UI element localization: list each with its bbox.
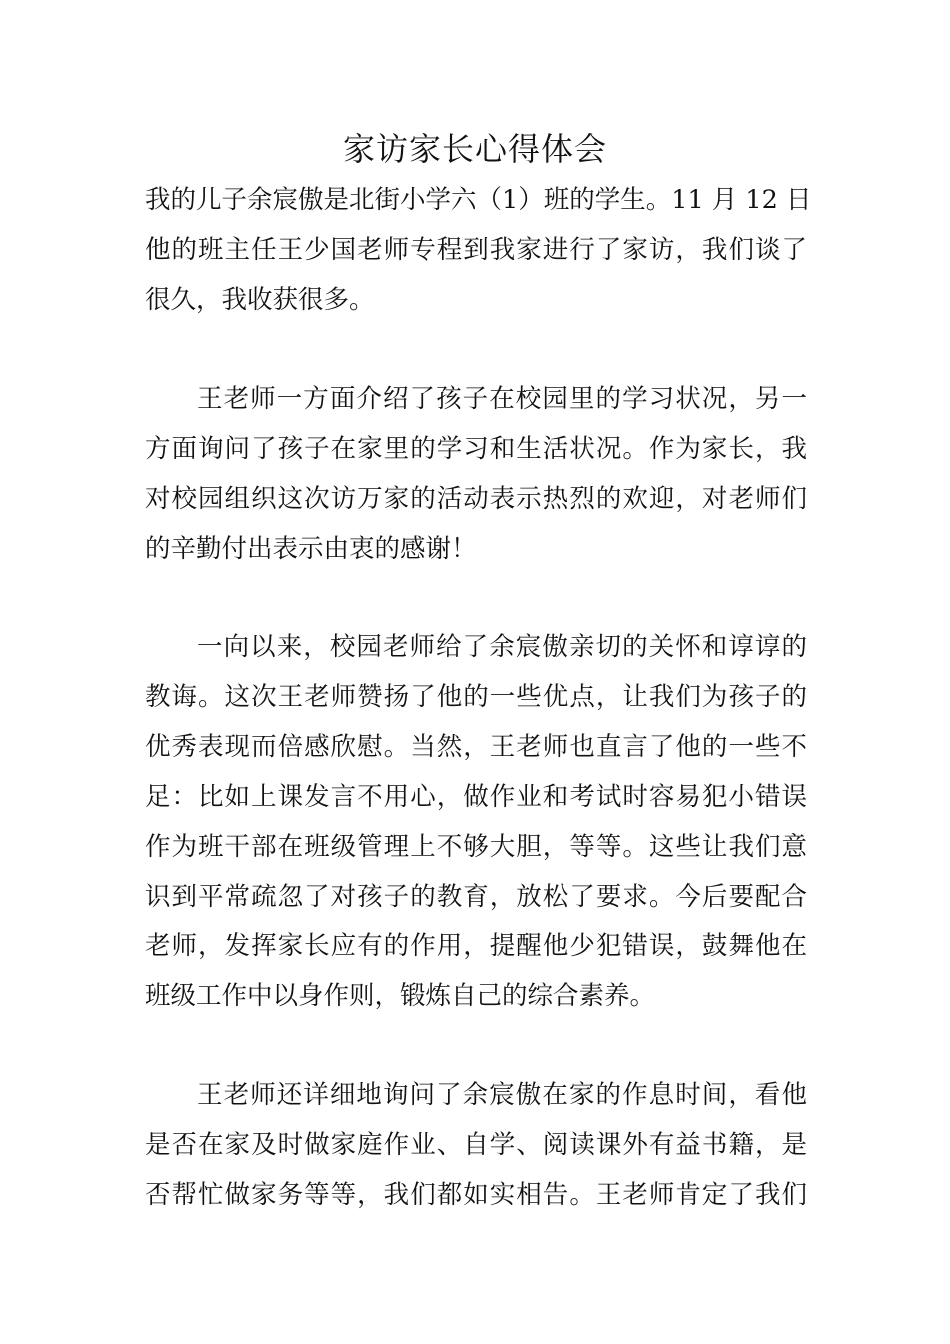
paragraph-line: 作为班干部在班级管理上不够大胆，等等。这些让我们意	[145, 832, 807, 862]
paragraph-line: 王老师还详细地询问了余宸傲在家的作息时间，看他	[197, 1080, 807, 1110]
paragraph-line: 我的儿子余宸傲是北街小学六（1）班的学生。11 月 12 日	[145, 185, 812, 215]
paragraph-line: 优秀表现而倍感欣慰。当然，王老师也直言了他的一些不	[145, 732, 807, 762]
paragraph-line: 否帮忙做家务等等，我们都如实相告。王老师肯定了我们	[145, 1180, 807, 1210]
paragraph-line: 识到平常疏忽了对孩子的教育，放松了要求。今后要配合	[145, 882, 807, 912]
paragraph-line: 班级工作中以身作则，锻炼自己的综合素养。	[145, 981, 656, 1011]
paragraph-line: 一向以来，校园老师给了余宸傲亲切的关怀和谆谆的	[197, 632, 807, 662]
paragraph-line: 王老师一方面介绍了孩子在校园里的学习状况，另一	[197, 384, 807, 414]
paragraph-line: 是否在家及时做家庭作业、自学、阅读课外有益书籍，是	[145, 1130, 807, 1160]
paragraph-line: 老师，发挥家长应有的作用，提醒他少犯错误，鼓舞他在	[145, 931, 807, 961]
paragraph-line: 足：比如上课发言不用心，做作业和考试时容易犯小错误	[145, 782, 807, 812]
paragraph-line: 教诲。这次王老师赞扬了他的一些优点，让我们为孩子的	[145, 682, 807, 712]
paragraph-line: 很久，我收获很多。	[145, 285, 375, 315]
document-title: 家访家长心得体会	[342, 130, 607, 168]
paragraph-line: 对校园组织这次访万家的活动表示热烈的欢迎，对老师们	[145, 484, 807, 514]
paragraph-line: 他的班主任王少国老师专程到我家进行了家访，我们谈了	[145, 235, 807, 265]
paragraph-line: 的辛勤付出表示由衷的感谢！	[145, 534, 477, 564]
paragraph-line: 方面询问了孩子在家里的学习和生活状况。作为家长，我	[145, 434, 807, 464]
